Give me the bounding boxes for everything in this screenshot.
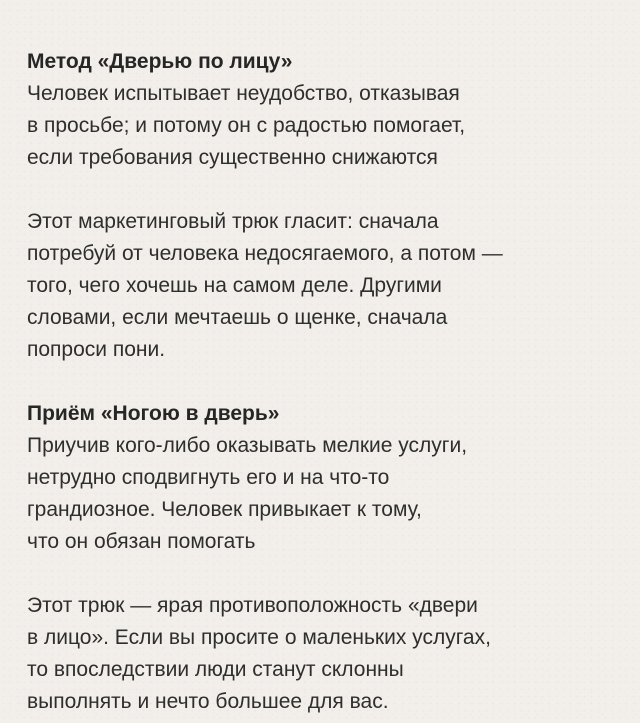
text-line: в просьбе; и потому он с радостью помогает, <box>27 114 466 137</box>
paragraph-spacer <box>27 558 617 590</box>
heading-door-in-face: Метод «Дверью по лицу» <box>27 50 293 73</box>
paragraph-foot-in-door-explanation <box>27 590 617 718</box>
document-page <box>27 46 617 718</box>
text-line: если требования существенно снижаются <box>27 146 438 169</box>
text-line: выполнять и нечто большее для вас. <box>27 690 389 713</box>
section-door-in-face <box>27 46 617 174</box>
text-line: нетрудно сподвигнуть его и на что-то <box>27 466 390 489</box>
text-line: то впоследствии люди станут склонны <box>27 658 404 681</box>
heading-foot-in-door: Приём «Ногою в дверь» <box>27 402 280 425</box>
section-foot-in-door-explanation <box>27 590 617 718</box>
paragraph-door-in-face-definition <box>27 78 617 174</box>
section-door-in-face-explanation <box>27 206 617 366</box>
text-line: в лицо». Если вы просите о маленьких услугах, <box>27 626 491 649</box>
text-line: Приучив кого-либо оказывать мелкие услуги, <box>27 434 468 457</box>
text-line: словами, если мечтаешь о щенке, сначала <box>27 306 448 329</box>
paragraph-spacer <box>27 174 617 206</box>
text-line: потребуй от человека недосягаемого, а потом — <box>27 242 503 265</box>
text-line: Этот маркетинговый трюк гласит: сначала <box>27 210 439 233</box>
text-line: Человек испытывает неудобство, отказывая <box>27 82 460 105</box>
text-line: грандиозное. Человек привыкает к тому, <box>27 498 422 521</box>
paragraph-spacer <box>27 366 617 398</box>
text-line: что он обязан помогать <box>27 530 256 553</box>
paragraph-foot-in-door-definition <box>27 430 617 558</box>
text-line: попроси пони. <box>27 338 166 361</box>
text-line: того, чего хочешь на самом деле. Другими <box>27 274 442 297</box>
section-foot-in-door <box>27 398 617 558</box>
paragraph-door-in-face-explanation <box>27 206 617 366</box>
text-line: Этот трюк — ярая противоположность «двери <box>27 594 478 617</box>
